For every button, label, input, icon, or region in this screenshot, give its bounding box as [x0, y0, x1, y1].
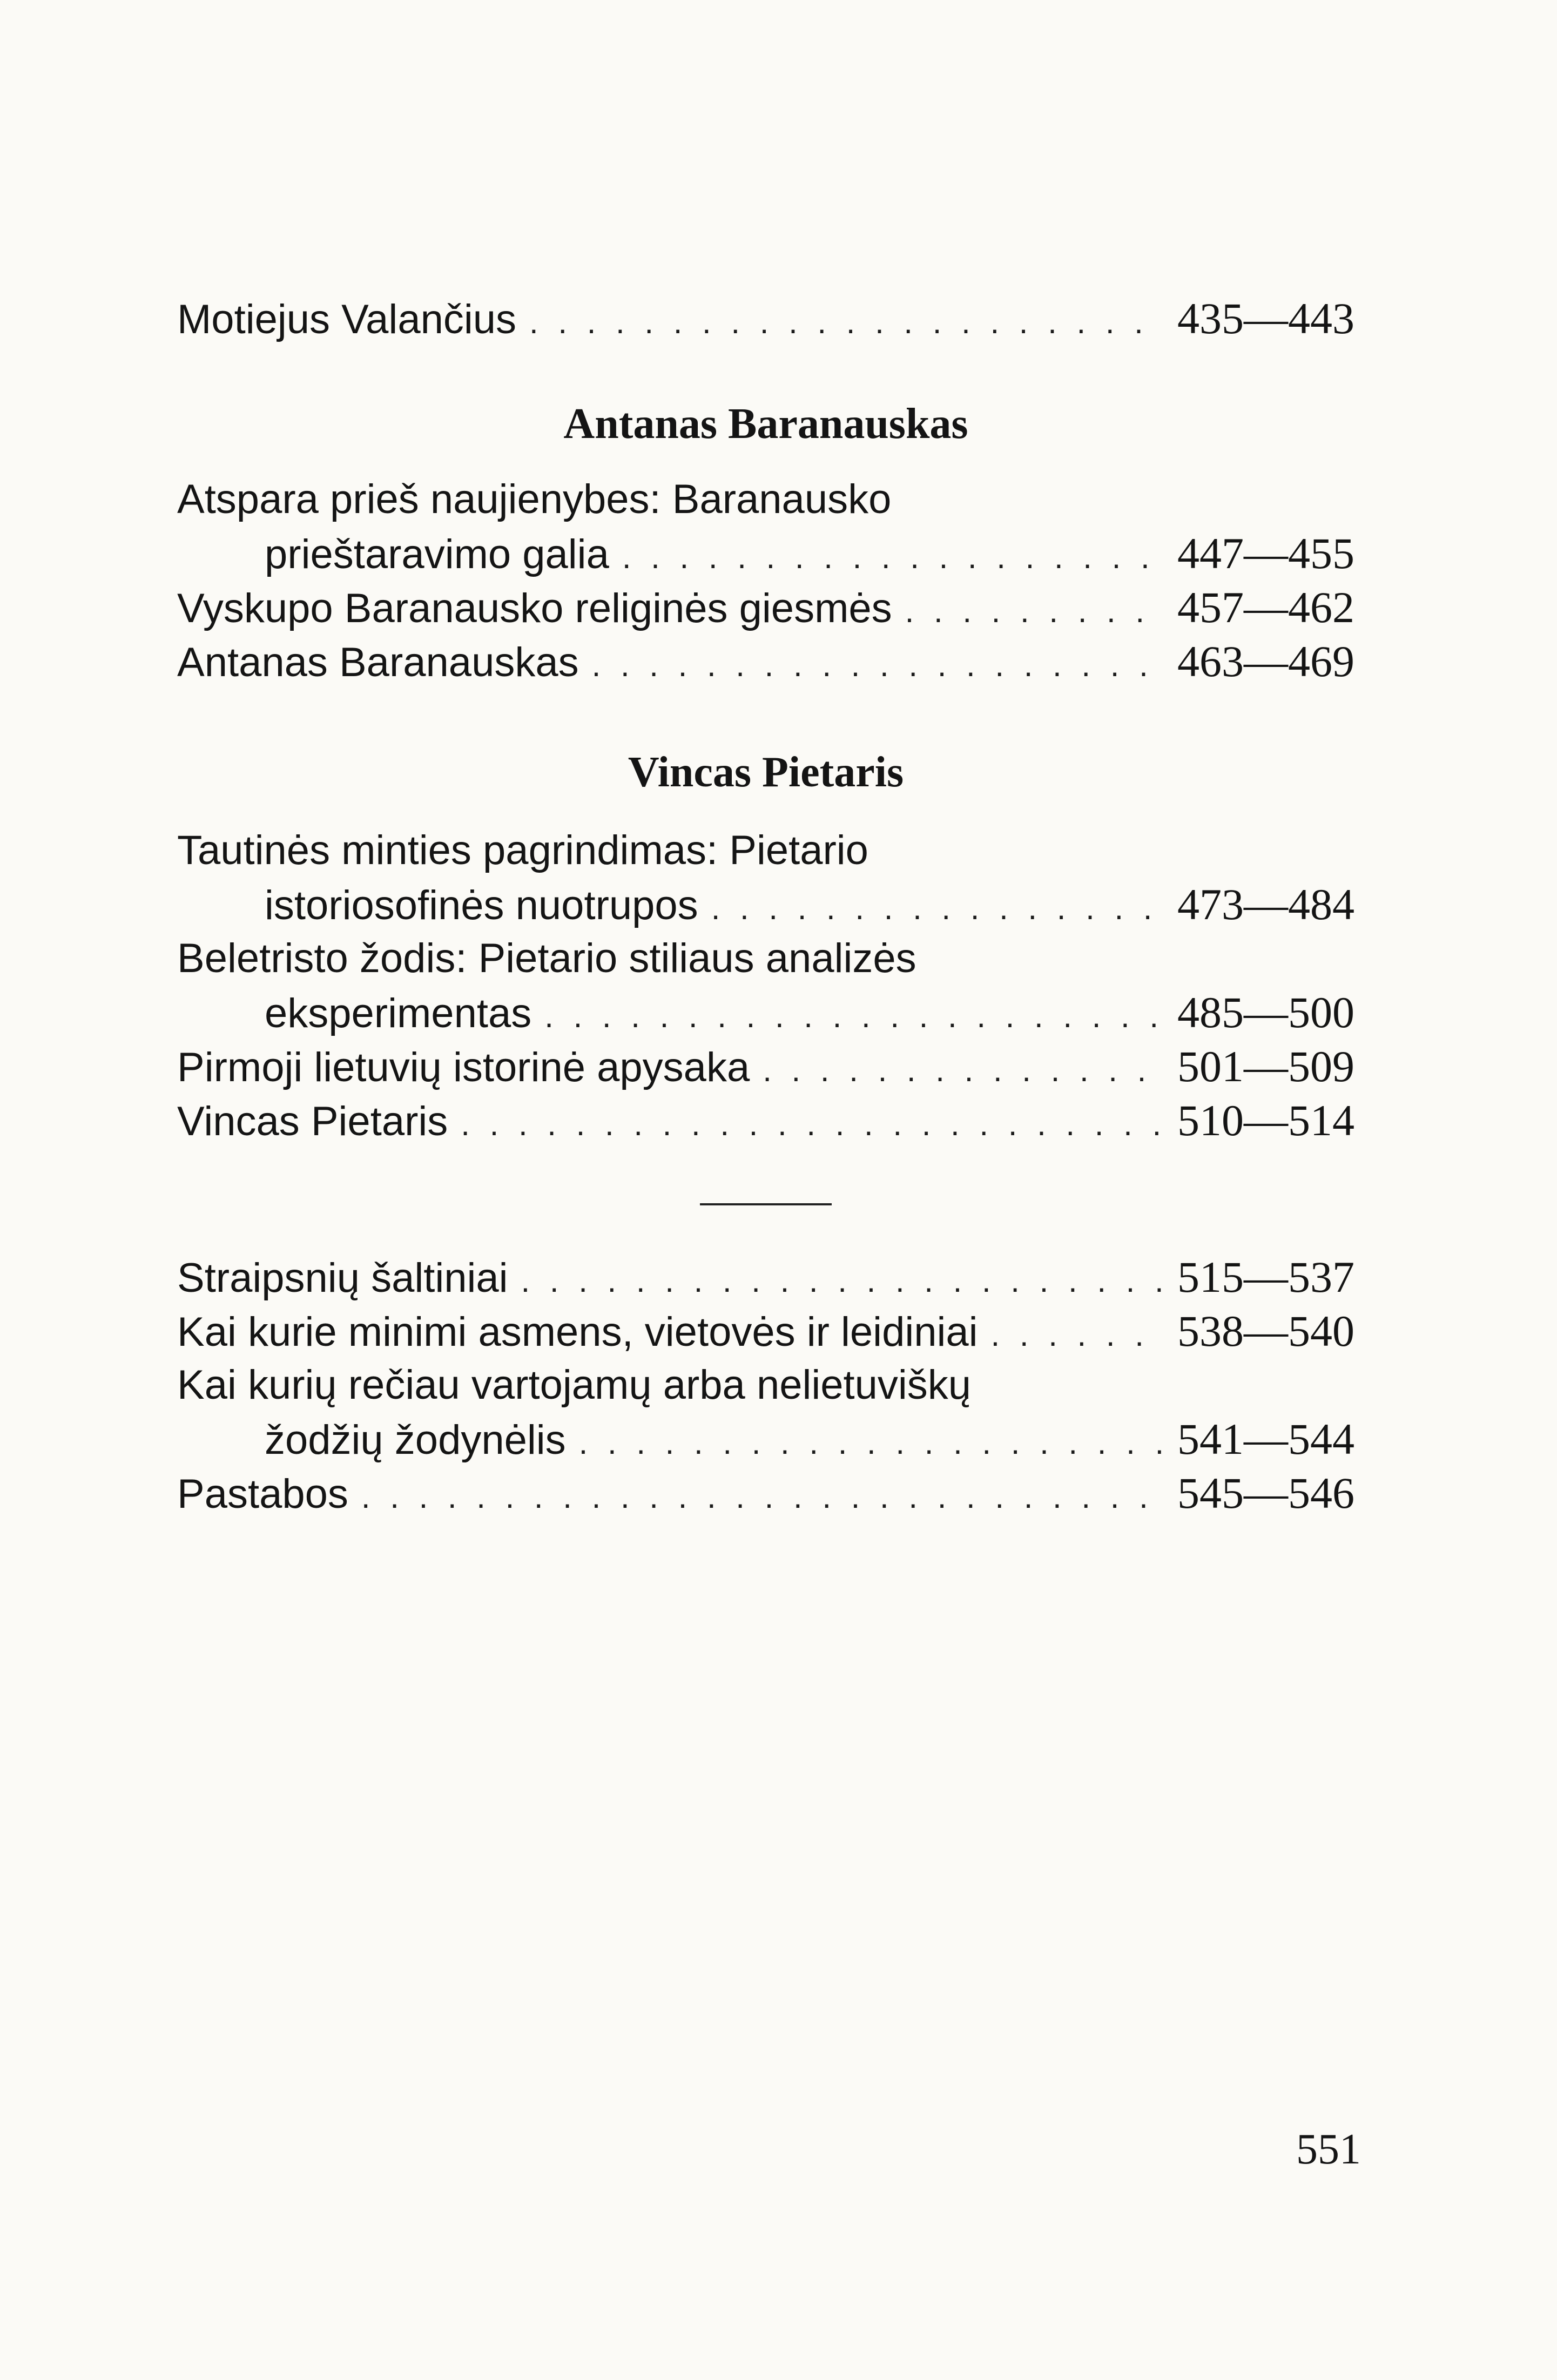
toc-entry-beletristo-line1[interactable]: Beletristo žodis: Pietario stiliaus analizės [177, 935, 916, 981]
toc-entry-tautines-line1[interactable]: Tautinės minties pagrindimas: Pietario [177, 827, 868, 873]
toc-entry-antanas-baranauskas[interactable] [177, 635, 1354, 689]
entry-pages: 538—540 [1177, 1306, 1354, 1356]
entry-title: žodžių žodynėlis [265, 1417, 566, 1463]
entry-pages: 501—509 [1177, 1042, 1354, 1091]
entry-pages: 463—469 [1177, 637, 1354, 686]
toc-entry-zodynelis[interactable] [265, 1412, 1354, 1466]
section-heading-pietaris: Vincas Pietaris [628, 749, 904, 796]
dot-leader [361, 1470, 1161, 1524]
entry-title: Pirmoji lietuvių istorinė apysaka [177, 1044, 750, 1090]
page-number: 551 [1296, 2126, 1361, 2173]
dot-leader [579, 1416, 1161, 1470]
dot-leader [711, 881, 1161, 935]
entry-pages: 545—546 [1177, 1468, 1354, 1518]
toc-entry-straipsniu-saltiniai[interactable] [177, 1250, 1354, 1304]
entry-pages: 447—455 [1177, 529, 1354, 578]
dot-leader [622, 530, 1161, 584]
dot-leader [763, 1043, 1161, 1097]
section-divider-text [700, 1177, 823, 1231]
entry-pages: 541—544 [1177, 1414, 1354, 1464]
entry-title: Straipsnių šaltiniai [177, 1255, 508, 1301]
dot-leader [521, 1254, 1161, 1308]
dot-leader [529, 295, 1161, 349]
toc-entry-religines-giesmes[interactable] [177, 581, 1354, 635]
toc-entry-tautines[interactable] [265, 878, 1354, 932]
entry-pages: 485—500 [1177, 988, 1354, 1037]
toc-entry-atspara-line1[interactable]: Atspara prieš naujienybes: Baranausko [177, 476, 892, 522]
entry-pages: 515—537 [1177, 1252, 1354, 1302]
toc-entry-pirmoji-apysaka[interactable] [177, 1040, 1354, 1094]
entry-title: eksperimentas [265, 990, 532, 1036]
entry-title: Vincas Pietaris [177, 1098, 448, 1144]
entry-pages: 435—443 [1177, 294, 1354, 343]
entry-pages: 473—484 [1177, 880, 1354, 929]
dot-leader [461, 1097, 1161, 1151]
entry-title: istoriosofinės nuotrupos [265, 882, 698, 928]
toc-entry-valancius[interactable] [177, 292, 1354, 346]
toc-entry-zodynelis-line1[interactable]: Kai kurių rečiau vartojamų arba nelietuviškų [177, 1362, 972, 1408]
dot-leader [991, 1308, 1161, 1362]
toc-entry-vincas-pietaris[interactable] [177, 1094, 1354, 1148]
toc-entry-atspara[interactable] [265, 527, 1354, 581]
toc-entry-beletristo[interactable] [265, 986, 1354, 1040]
entry-title: Vyskupo Baranausko religinės giesmės [177, 585, 892, 631]
entry-title: prieštaravimo galia [265, 531, 609, 577]
dot-leader [592, 638, 1161, 692]
entry-title: Motiejus Valančius [177, 296, 517, 342]
entry-pages: 510—514 [1177, 1096, 1354, 1145]
section-heading-baranauskas: Antanas Baranauskas [563, 400, 968, 448]
entry-title: Pastabos [177, 1471, 348, 1517]
toc-entry-pastabos[interactable] [177, 1466, 1354, 1520]
entry-title: Kai kurie minimi asmens, vietovės ir leidiniai [177, 1309, 978, 1355]
entry-title: Antanas Baranauskas [177, 639, 579, 685]
entry-pages: 457—462 [1177, 583, 1354, 632]
dot-leader [905, 584, 1161, 638]
toc-entry-asmens-vietoves[interactable] [177, 1304, 1354, 1358]
dot-leader [544, 989, 1161, 1043]
